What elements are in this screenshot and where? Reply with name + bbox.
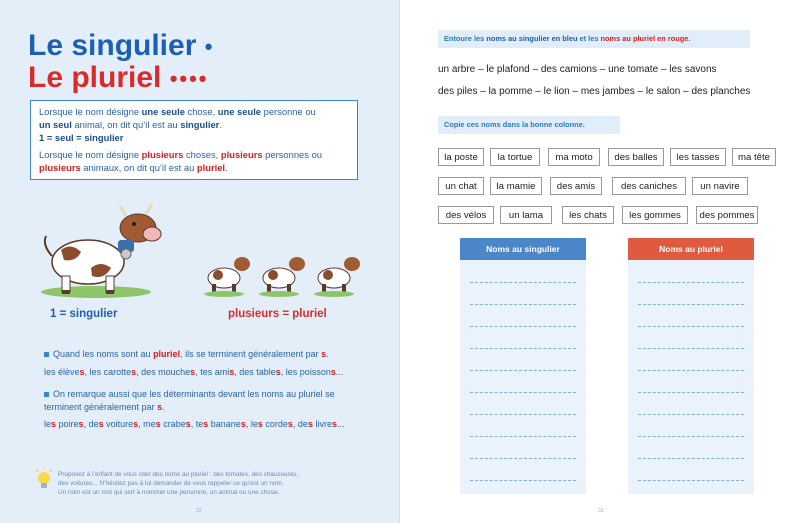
- definition-line-4: plusieurs animaux, on dit qu’il est au pluriel.: [39, 162, 228, 173]
- word-card[interactable]: des vélos: [438, 206, 494, 224]
- example-part: le: [44, 419, 52, 429]
- word-card[interactable]: un navire: [692, 177, 748, 195]
- writing-line[interactable]: [638, 348, 744, 349]
- definition-formula: 1 = seul = singulier: [39, 132, 124, 143]
- writing-line[interactable]: [470, 326, 576, 327]
- writing-line[interactable]: [638, 414, 744, 415]
- example-part: banane: [208, 419, 241, 429]
- example-part: livre: [312, 419, 332, 429]
- page-number-right: 33: [598, 508, 604, 514]
- example-part: des mouche: [141, 367, 191, 377]
- example-part: s: [275, 367, 281, 377]
- example-part: crabe: [160, 419, 186, 429]
- example-part: te: [195, 419, 204, 429]
- column-plural: [628, 238, 754, 494]
- example-part: s: [331, 419, 337, 429]
- example-part: ,: [84, 367, 90, 377]
- examples-2: [44, 418, 345, 431]
- word-card[interactable]: les tasses: [670, 148, 726, 166]
- page-number-left: 32: [196, 508, 202, 514]
- example-part: me: [143, 419, 156, 429]
- example-part: corde: [262, 419, 288, 429]
- writing-line[interactable]: [470, 370, 576, 371]
- example-part: ,: [245, 419, 251, 429]
- single-cow-illustration: [36, 200, 166, 300]
- example-part: s: [78, 419, 84, 429]
- example-part: poire: [56, 419, 79, 429]
- writing-line[interactable]: [638, 282, 744, 283]
- small-cow-1: [204, 257, 250, 297]
- example-part: s: [185, 419, 191, 429]
- definition-line-3: Lorsque le nom désigne plusieurs choses, plusieurs personnes ou: [39, 149, 322, 160]
- exercise-line-1: un arbre – le plafond – des camions – une tomate – les savons: [438, 64, 717, 75]
- example-part: ,: [280, 367, 286, 377]
- definition-line-2: un seul animal, on dit qu’il est au singulier.: [39, 119, 222, 130]
- example-part: s: [203, 419, 209, 429]
- word-card[interactable]: les chats: [562, 206, 614, 224]
- writing-line[interactable]: [470, 348, 576, 349]
- example-part: s: [287, 419, 293, 429]
- writing-line[interactable]: [638, 436, 744, 437]
- word-card[interactable]: la mamie: [490, 177, 542, 195]
- title-dots: ••••: [169, 66, 209, 92]
- example-part: ,: [292, 419, 298, 429]
- example-part: les carotte: [89, 367, 132, 377]
- word-card[interactable]: la tortue: [490, 148, 540, 166]
- example-part: des table: [239, 367, 276, 377]
- writing-line[interactable]: [470, 436, 576, 437]
- word-card[interactable]: des pommes: [696, 206, 758, 224]
- word-card[interactable]: ma moto: [548, 148, 600, 166]
- example-part: s: [133, 419, 139, 429]
- examples-1: [44, 366, 343, 379]
- example-part: le: [250, 419, 258, 429]
- lightbulb-icon: [36, 468, 52, 490]
- example-part: ,: [195, 367, 201, 377]
- word-card[interactable]: ma tête: [732, 148, 776, 166]
- writing-line[interactable]: [638, 326, 744, 327]
- example-part: s: [79, 367, 85, 377]
- example-part: ,: [234, 367, 240, 377]
- writing-line[interactable]: [638, 370, 744, 371]
- writing-line[interactable]: [638, 480, 744, 481]
- exercise-line-2: des piles – la pomme – le lion – mes jambes – le salon – des planches: [438, 86, 751, 97]
- example-part: s: [155, 419, 161, 429]
- example-part: ,: [190, 419, 196, 429]
- example-part: de: [297, 419, 308, 429]
- example-part: ...: [335, 367, 344, 377]
- writing-line[interactable]: [470, 414, 576, 415]
- example-part: s: [330, 367, 336, 377]
- definition-line-1: Lorsque le nom désigne une seule chose, une seule personne ou: [39, 106, 316, 117]
- example-part: les élève: [44, 367, 80, 377]
- definition-box: [30, 100, 358, 180]
- example-part: de: [88, 419, 99, 429]
- writing-line[interactable]: [470, 480, 576, 481]
- caption-singular: 1 = singulier: [50, 308, 118, 320]
- word-card[interactable]: la poste: [438, 148, 484, 166]
- parent-tip: Proposez à l’enfant de vous citer des noms au pluriel : des tomates, des chaussures, des voitures... N’hésitez pas à lui demander de vous rappeler ce qu’est un nom. Un nom est un mot qui sert à nommer une personne, un animal ou une chose.: [58, 471, 299, 496]
- example-part: s: [98, 419, 104, 429]
- word-card[interactable]: des amis: [550, 177, 602, 195]
- writing-line[interactable]: [638, 458, 744, 459]
- caption-plural: plusieurs = pluriel: [228, 308, 327, 320]
- column-singular: [460, 238, 586, 494]
- writing-line[interactable]: [470, 304, 576, 305]
- small-cow-3: [314, 257, 360, 297]
- title-pluriel: [28, 62, 209, 95]
- example-part: ...: [336, 419, 345, 429]
- word-card[interactable]: des caniches: [612, 177, 686, 195]
- column-plural-header: Noms au pluriel: [628, 238, 754, 260]
- word-card[interactable]: des balles: [608, 148, 664, 166]
- example-part: ,: [83, 419, 89, 429]
- column-singular-header: Noms au singulier: [460, 238, 586, 260]
- example-part: s: [190, 367, 196, 377]
- example-part: s: [240, 419, 246, 429]
- example-part: voiture: [103, 419, 134, 429]
- example-part: s: [131, 367, 137, 377]
- bullet-square-icon: [44, 352, 49, 357]
- example-part: s: [229, 367, 235, 377]
- writing-line[interactable]: [470, 392, 576, 393]
- small-cow-2: [259, 257, 305, 297]
- word-card[interactable]: un chat: [438, 177, 484, 195]
- example-part: s: [257, 419, 263, 429]
- word-card[interactable]: les gommes: [622, 206, 688, 224]
- example-part: ,: [136, 367, 142, 377]
- instruction-copy: Copie ces noms dans la bonne colonne.: [438, 116, 620, 134]
- writing-line[interactable]: [638, 392, 744, 393]
- example-part: les poisson: [285, 367, 331, 377]
- rule-1: Quand les noms sont au pluriel, ils se terminent généralement par s.: [44, 348, 329, 361]
- bullet-square-icon: [44, 392, 49, 397]
- title-dot: •: [204, 34, 215, 60]
- word-card[interactable]: un lama: [500, 206, 552, 224]
- title-pluriel-text: Le pluriel: [28, 61, 162, 94]
- title-singulier-text: Le singulier: [28, 29, 197, 62]
- instruction-circle: Entoure les noms au singulier en bleu et les noms au pluriel en rouge.: [438, 30, 750, 48]
- three-cows-illustration: [202, 248, 362, 298]
- example-part: tes ami: [200, 367, 230, 377]
- rule-2: On remarque aussi que les déterminants devant les noms au pluriel se terminent généralement par s.: [44, 389, 335, 412]
- title-singulier: [28, 30, 214, 63]
- writing-line[interactable]: [470, 458, 576, 459]
- example-part: s: [307, 419, 313, 429]
- writing-line[interactable]: [470, 282, 576, 283]
- example-part: s: [51, 419, 57, 429]
- writing-line[interactable]: [638, 304, 744, 305]
- example-part: ,: [138, 419, 144, 429]
